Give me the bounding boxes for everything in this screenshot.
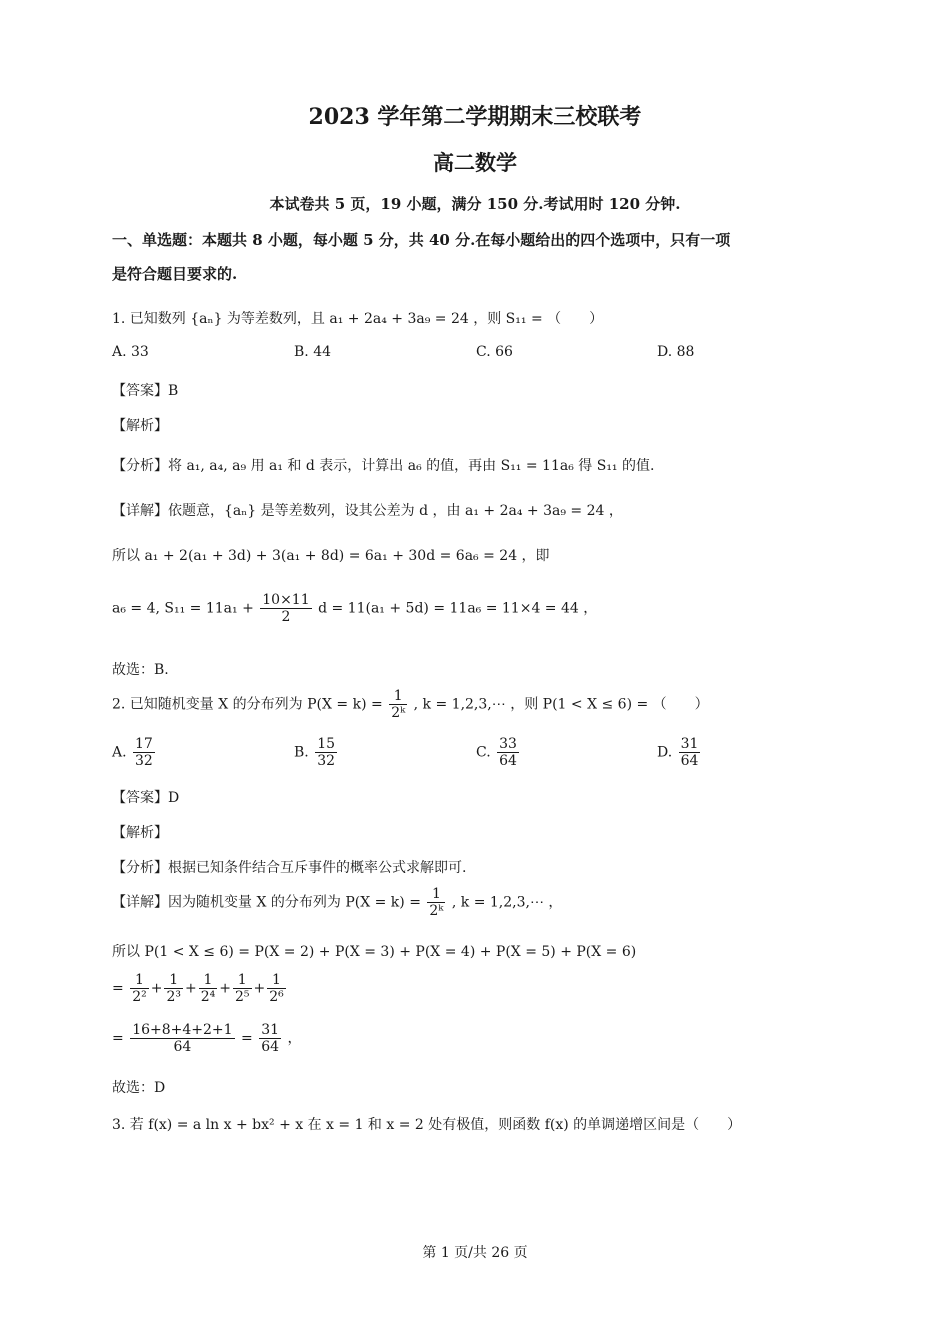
q1-conclusion: 故选：B. [112,662,169,678]
q2-option-a-label: A. [112,744,127,761]
q2-detail1-fraction [427,886,445,919]
q2-stem [112,688,709,721]
q2-option-b-fraction [315,736,337,769]
q2-option-c [476,736,521,769]
q1-fenxi: 【分析】将 a₁, a₄, a₉ 用 a₁ 和 d 表示，计算出 a₆ 的值，再由 S₁₁ = 11a₆ 得 S₁₁ 的值. [112,458,655,474]
q2-option-c-label: C. [476,744,491,761]
q2-stem-denominator: 2ᵏ [391,705,406,721]
q2-sum-frac-4: $\frac{1}{\text{2⁵}}$ [234,972,250,1005]
q2-analysis-tag: 【解析】 [112,825,168,841]
q1-stem: 1. 已知数列 {aₙ} 为等差数列，且 a₁ + 2a₄ + 3a₉ = 24 ，则 S₁₁ = （ ） [112,311,604,327]
q1-option-b: B. 44 [294,344,332,360]
q2-option-a [112,736,157,769]
q1-detail-line1: 【详解】依题意，{aₙ} 是等差数列，设其公差为 d ，由 a₁ + 2a₄ + 3a₉ = 24 ， [112,503,623,519]
q2-option-d-fraction [679,736,701,769]
q2-stem-numerator: 1 [389,688,407,705]
q1-option-c: C. 66 [476,344,513,360]
q2-stem-right: , k = 1,2,3,⋯ ，则 P(1 < X ≤ 6) = （ ） [413,696,709,713]
q2-detail-line2: 所以 P(1 < X ≤ 6) = P(X = 2) + P(X = 3) + P(X = 4) + P(X = 5) + P(X = 6) [112,944,637,960]
q2-sum-frac-3: $\frac{1}{\text{2⁴}}$ [200,972,216,1005]
q2-sum-frac-1: $\frac{1}{\text{2²}}$ [132,972,147,1005]
q2-total-numerator: 16+8+4+2+1 [132,1022,233,1038]
q2-detail-line1 [112,886,562,919]
q1-detail3-left: a₆ = 4, S₁₁ = 11a₁ + [112,600,254,617]
q1-detail3-fraction [260,592,311,625]
q2-option-b [294,736,339,769]
q2-total-line: = $\frac{16+8+4+2+1}{64}$ = $\frac{31}{64}$ ， [112,1022,302,1055]
q2-sum-line: = $\frac{1}{\text{2²}}$ + $\frac{1}{\text{2³}}$ + $\frac{1}{\text{2⁴}}$ + $\frac{1}{\text{2⁵}}$ + $\frac{1}{\text{2⁶}}$ [112,972,284,1005]
q2-detail1-denominator: 2ᵏ [429,903,444,919]
q2-fenxi: 【分析】根据已知条件结合互斥事件的概率公式求解即可. [112,860,467,876]
q2-option-b-den: 32 [317,753,336,769]
q1-analysis-tag: 【解析】 [112,418,168,434]
q2-answer: 【答案】D [112,790,180,806]
q1-answer: 【答案】B [112,383,179,399]
q2-detail1-right: , k = 1,2,3,⋯ ， [451,894,563,911]
q2-detail1-numerator: 1 [427,886,445,903]
exam-subject: 高二数学 [433,150,517,175]
q3-stem: 3. 若 f(x) = a ln x + bx² + x 在 x = 1 和 x = 2 处有极值，则函数 f(x) 的单调递增区间是（ ） [112,1117,742,1133]
q2-option-c-den: 64 [499,753,517,769]
q2-detail1-left: 【详解】因为随机变量 X 的分布列为 P(X = k) = [112,894,421,911]
q2-option-b-num: 15 [317,736,336,752]
q1-detail-line3 [112,592,597,625]
q2-option-b-label: B. [294,744,309,761]
q1-detail3-numerator: 10×11 [262,592,310,608]
q1-option-d: D. 88 [657,344,695,360]
q2-option-d-num: 31 [680,736,699,752]
section-heading-line2: 是符合题目要求的. [112,265,238,283]
q2-total-denominator: 64 [173,1039,192,1055]
q2-total-fraction [130,1022,234,1055]
q2-result-numerator: 31 [261,1022,280,1038]
q2-stem-fraction [389,688,407,721]
q2-option-d-label: D. [657,744,673,761]
q2-stem-left: 2. 已知随机变量 X 的分布列为 P(X = k) = [112,696,383,713]
q1-detail3-denominator: 2 [281,609,291,625]
q2-result-fraction [259,1022,281,1055]
q2-conclusion: 故选：D [112,1080,166,1096]
exam-info: 本试卷共 5 页，19 小题，满分 150 分.考试用时 120 分钟. [269,195,681,213]
q2-option-a-den: 32 [135,753,153,769]
q1-option-a: A. 33 [112,344,149,360]
q2-option-c-num: 33 [499,736,517,752]
exam-title: 2023 学年第二学期期末三校联考 [308,104,642,130]
q2-sum-frac-5: $\frac{1}{\text{2⁶}}$ [269,972,284,1005]
q2-option-a-num: 17 [135,736,153,752]
q2-sum-frac-2: $\frac{1}{\text{2³}}$ [166,972,181,1005]
q1-detail3-right: d = 11(a₁ + 5d) = 11a₆ = 11×4 = 44 ， [318,600,598,617]
q2-option-c-fraction [497,736,519,769]
q1-detail-line2: 所以 a₁ + 2(a₁ + 3d) + 3(a₁ + 8d) = 6a₁ + 30d = 6a₆ = 24 ，即 [112,548,550,564]
q2-option-d [657,736,702,769]
q2-option-a-fraction [133,736,155,769]
q2-result-denominator: 64 [261,1039,280,1055]
q2-option-d-den: 64 [680,753,699,769]
page-footer: 第 1 页/共 26 页 [422,1245,528,1261]
section-heading-line1: 一、单选题：本题共 8 小题，每小题 5 分，共 40 分.在每小题给出的四个选项中，只有一项 [112,231,731,249]
